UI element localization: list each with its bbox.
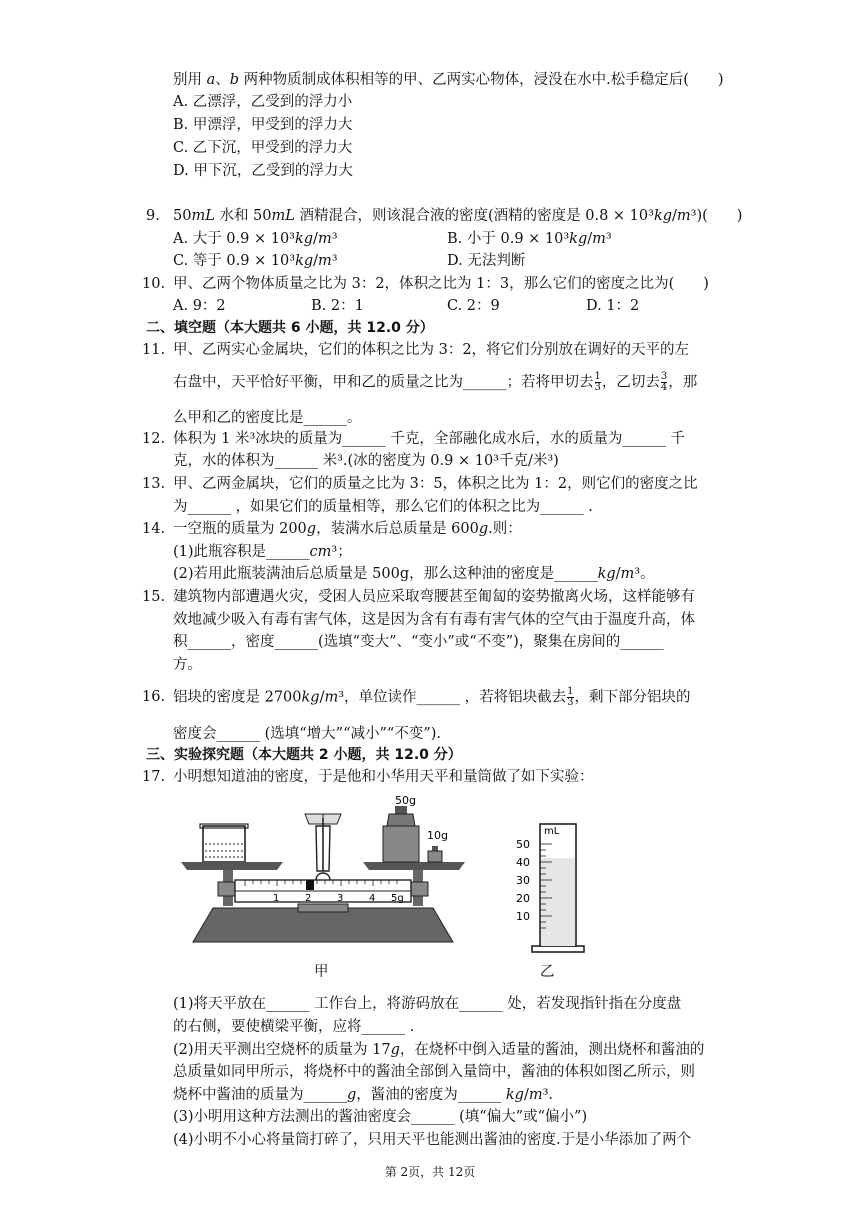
q11-line-1: 甲、乙两实心金属块，它们的体积之比为 3：2，将它们分别放在调好的天平的左 <box>173 342 690 358</box>
fraction-numerator: 1 <box>594 371 601 382</box>
q12-number: 12. <box>142 431 166 447</box>
cylinder-unit-label: mL <box>544 826 560 837</box>
q16-line-2: 密度会______ (选填“增大”“减小”“不变”). <box>173 726 442 742</box>
scale-label-1: 1 <box>273 893 280 904</box>
q17-part2-line-3: 烧杯中酱油的质量为______𝑔，酱油的密度为______ 𝑘𝑔/𝑚³. <box>173 1087 554 1103</box>
q16-line-1 <box>173 687 691 708</box>
q8-option-c: C. 乙下沉，甲受到的浮力大 <box>173 140 353 156</box>
pointer-dial-icon <box>305 814 341 887</box>
q17-part1-line-1: (1)将天平放在______ 工作台上，将游码放在______ 处，若发现指针指在分度盘 <box>173 996 682 1012</box>
q17-line-1: 小明想知道油的密度，于是他和小华用天平和量筒做了如下实验： <box>173 769 594 785</box>
scale-label-3: 3 <box>337 893 344 904</box>
q11-line-3: 么甲和乙的密度比是______。 <box>173 410 362 426</box>
fraction-numerator: 3 <box>660 371 668 382</box>
q9-option-b: B. 小于 0.9 × 10³𝑘𝑔/𝑚³ <box>447 231 612 247</box>
q8-option-b: B. 甲漂浮，甲受到的浮力大 <box>173 117 353 133</box>
q8-option-d: D. 甲下沉，乙受到的浮力大 <box>173 163 353 179</box>
page-footer: 第 2页，共 12页 <box>384 1165 476 1179</box>
q12-line-1: 体积为 1 米³冰块的质量为______ 千克，全部融化成水后，水的质量为______ 千 <box>173 431 685 447</box>
q11-line-2 <box>173 372 697 393</box>
q15-line-4: 方。 <box>173 657 202 673</box>
cylinder-tick-30: 30 <box>516 874 530 887</box>
balance-figure <box>173 796 473 956</box>
section-2-heading: 二、填空题（本大题共 6 小题，共 12.0 分） <box>146 320 434 336</box>
q17-number: 17. <box>142 769 166 785</box>
q16-line-1-text-b: ，剩下部分铝块的 <box>574 689 691 706</box>
q10-option-a: A. 9：2 <box>173 298 226 314</box>
q13-line-2: 为______ ，如果它们的质量相等，那么它们的体积之比为______ . <box>173 499 593 515</box>
cylinder-tick-10: 10 <box>516 910 530 923</box>
fraction-three-quarters <box>661 372 667 393</box>
q9-option-d: D. 无法判断 <box>447 253 526 269</box>
q17-part2-line-2: 总质量如同甲所示，将烧杯中的酱油全部倒入量筒中，酱油的体积如图乙所示，则 <box>173 1064 695 1080</box>
q8-option-a: A. 乙漂浮，乙受到的浮力小 <box>173 94 353 110</box>
fraction-denominator: 3 <box>567 697 574 708</box>
q9-option-a: A. 大于 0.9 × 10³𝑘𝑔/𝑚³ <box>173 231 338 247</box>
q9-number: 9. <box>146 208 160 224</box>
cylinder-tick-20: 20 <box>516 892 530 905</box>
q14-line-3: (2)若用此瓶装满油后总质量是 500g，那么这种油的密度是______𝑘𝑔/𝑚³。 <box>173 566 655 582</box>
weight-50g-icon <box>383 806 419 862</box>
q13-number: 13. <box>142 476 166 492</box>
weight-10g-icon <box>428 846 442 862</box>
q13-line-1: 甲、乙两金属块，它们的质量之比为 3：5，体积之比为 1：2，则它们的密度之比 <box>173 476 698 492</box>
figure-caption-jia: 甲 <box>314 964 329 980</box>
q9-option-c: C. 等于 0.9 × 10³𝑘𝑔/𝑚³ <box>173 253 338 269</box>
fraction-denominator: 3 <box>594 382 601 393</box>
scale-label-4: 4 <box>369 893 376 904</box>
figure-caption-yi: 乙 <box>540 964 555 980</box>
balance-base <box>193 908 453 942</box>
q17-part2-line-1: (2)用天平测出空烧杯的质量为 17𝑔，在烧杯中倒入适量的酱油，测出烧杯和酱油的 <box>173 1042 705 1058</box>
q10-option-b: B. 2：1 <box>311 298 364 314</box>
beaker-icon <box>200 824 248 862</box>
q10-stem: 甲、乙两个物体质量之比为 3：2，体积之比为 1：3，那么它们的密度之比为( ) <box>173 276 709 292</box>
section-3-heading: 三、实验探究题（本大题共 2 小题，共 12.0 分） <box>146 747 462 763</box>
q15-line-1: 建筑物内部遭遇火灾，受困人员应采取弯腰甚至匍匐的姿势撤离火场，这样能够有 <box>173 589 695 605</box>
rider[interactable] <box>306 880 314 890</box>
fraction-one-third <box>595 372 601 393</box>
q15-line-2: 效地减少吸入有毒有害气体，这是因为含有有毒有害气体的空气由于温度升高，体 <box>173 612 695 628</box>
weight-50g-label: 50g <box>395 796 416 807</box>
scale-label-5g: 5g <box>391 893 404 904</box>
q17-part3: (3)小明用这种方法测出的酱油密度会______ (填“偏大”或“偏小”) <box>173 1109 588 1125</box>
q16-number: 16. <box>142 689 166 705</box>
fraction-denominator: 4 <box>660 382 668 393</box>
q11-number: 11. <box>142 342 166 358</box>
right-pan <box>363 862 465 870</box>
q17-part4: (4)小明不小心将量筒打碎了，只用天平也能测出酱油的密度.于是小华添加了两个 <box>173 1132 692 1148</box>
q8-stem: 别用 𝑎、𝑏 两种物质制成体积相等的甲、乙两实心物体，浸没在水中.松手稳定后( ) <box>173 72 724 88</box>
q16-line-1-text-a: 铝块的密度是 2700𝑘𝑔/𝑚³，单位读作______ ，若将铝块截去 <box>173 689 567 706</box>
q15-number: 15. <box>142 589 166 605</box>
q14-number: 14. <box>142 521 166 537</box>
left-pan <box>181 862 283 870</box>
q17-part1-line-2: 的右侧，要使横梁平衡，应将______ . <box>173 1019 415 1035</box>
q12-line-2: 克，水的体积为______ 米³.(冰的密度为 0.9 × 10³千克/米³) <box>173 453 559 469</box>
q11-line-2-text-a: 右盘中，天平恰好平衡，甲和乙的质量之比为______；若将甲切去 <box>173 374 594 391</box>
fraction-numerator: 1 <box>567 686 574 697</box>
fraction-one-third <box>567 687 573 708</box>
q10-option-d: D. 1：2 <box>586 298 640 314</box>
q9-stem: 50𝑚𝐿 水和 50𝑚𝐿 酒精混合，则该混合液的密度(酒精的密度是 0.8 × 10³𝑘𝑔/𝑚³)( ) <box>173 208 743 224</box>
q15-line-3: 积______，密度______(选填“变大”、“变小”或“不变”)，聚集在房间的______ <box>173 634 664 650</box>
scale-label-2: 2 <box>305 893 312 904</box>
q14-line-1: 一空瓶的质量为 200𝑔，装满水后总质量是 600𝑔.则： <box>173 521 522 537</box>
q11-line-2-text-b: ，乙切去 <box>601 374 660 391</box>
cylinder-tick-50: 50 <box>516 838 530 851</box>
weight-10g-label: 10g <box>427 829 448 842</box>
q10-number: 10. <box>142 276 166 292</box>
cylinder-tick-40: 40 <box>516 856 530 869</box>
q10-option-c: C. 2：9 <box>447 298 500 314</box>
graduated-cylinder-figure <box>510 816 590 956</box>
q11-line-2-text-c: ，那 <box>668 374 698 391</box>
q14-line-2: (1)此瓶容积是______𝑐𝑚³； <box>173 544 352 560</box>
